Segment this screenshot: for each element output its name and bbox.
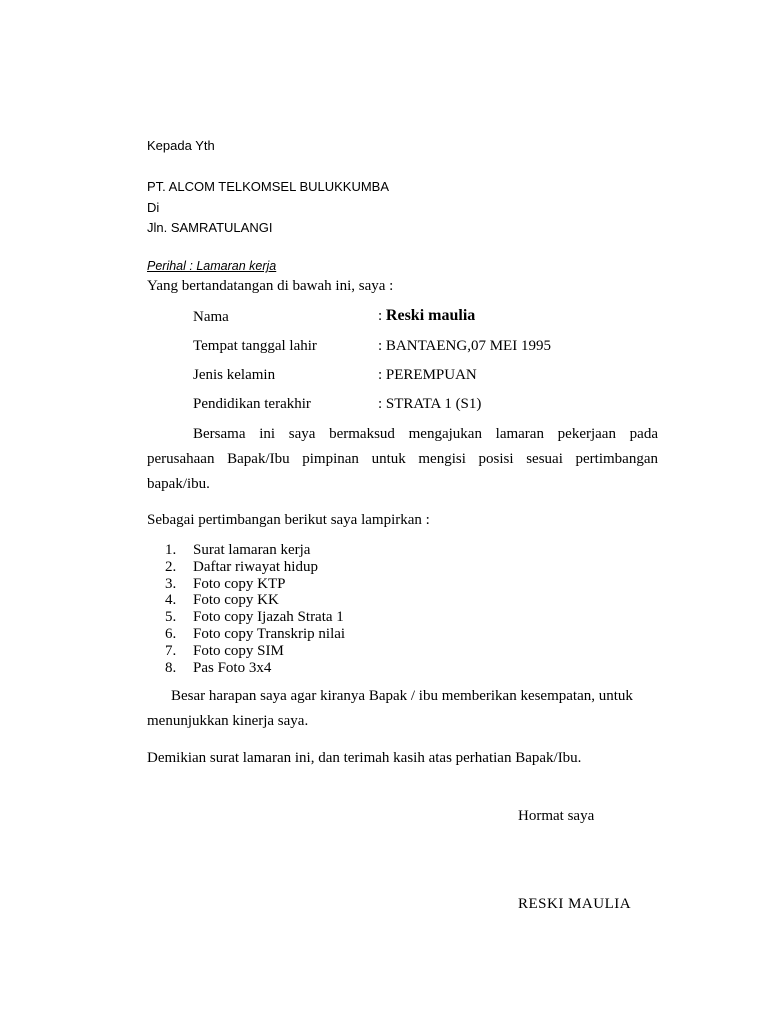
list-item: 5. Foto copy Ijazah Strata 1 [165, 609, 344, 626]
recipient-greeting: Kepada Yth [147, 138, 215, 153]
identity-label: Pendidikan terakhir [193, 396, 311, 412]
subject-line: Perihal : Lamaran kerja [147, 259, 277, 273]
list-item: 6. Foto copy Transkrip nilai [165, 625, 346, 642]
list-item: 8. Pas Foto 3x4 [165, 659, 272, 676]
identity-value: : BANTAENG,07 MEI 1995 [378, 338, 551, 354]
identity-value: : STRATA 1 (S1) [378, 396, 482, 412]
identity-value-prefix: : [378, 308, 386, 324]
intro-line: Yang bertandatangan di bawah ini, saya : [147, 278, 394, 294]
attachments-intro: Sebagai pertimbangan berikut saya lampirkan : [147, 512, 430, 528]
recipient-location-prefix: Di [147, 200, 160, 215]
list-item: 3. Foto copy KTP [165, 575, 286, 592]
list-item: 7. Foto copy SIM [165, 642, 284, 659]
closing-line: Demikian surat lamaran ini, dan terimah kasih atas perhatian Bapak/Ibu. [147, 750, 582, 766]
body-paragraph: Bersama ini saya bermaksud mengajukan lamaran pekerjaan pada perusahaan Bapak/Ibu pimpinan untuk mengisi posisi sesuai pertimbangan bapak/ibu. [147, 426, 658, 492]
list-item: 2. Daftar riwayat hidup [165, 558, 318, 575]
identity-label: Nama [193, 309, 229, 325]
applicant-name: Reski maulia [385, 307, 476, 324]
identity-value [378, 307, 475, 325]
list-item: 1. Surat lamaran kerja [165, 542, 311, 558]
list-item: 4. Foto copy KK [165, 592, 279, 609]
signoff: Hormat saya [518, 808, 595, 824]
identity-value: : PEREMPUAN [378, 367, 477, 383]
identity-label: Tempat tanggal lahir [193, 338, 317, 354]
identity-label: Jenis kelamin [193, 367, 276, 383]
recipient-company: PT. ALCOM TELKOMSEL BULUKKUMBA [147, 179, 390, 194]
recipient-address: Jln. SAMRATULANGI [147, 220, 273, 235]
attachments-list [165, 542, 345, 676]
signature-name: RESKI MAULIA [518, 896, 632, 912]
hope-paragraph: Besar harapan saya agar kiranya Bapak / ibu memberikan kesempatan, untuk menunjukkan kinerja saya. [147, 688, 633, 729]
